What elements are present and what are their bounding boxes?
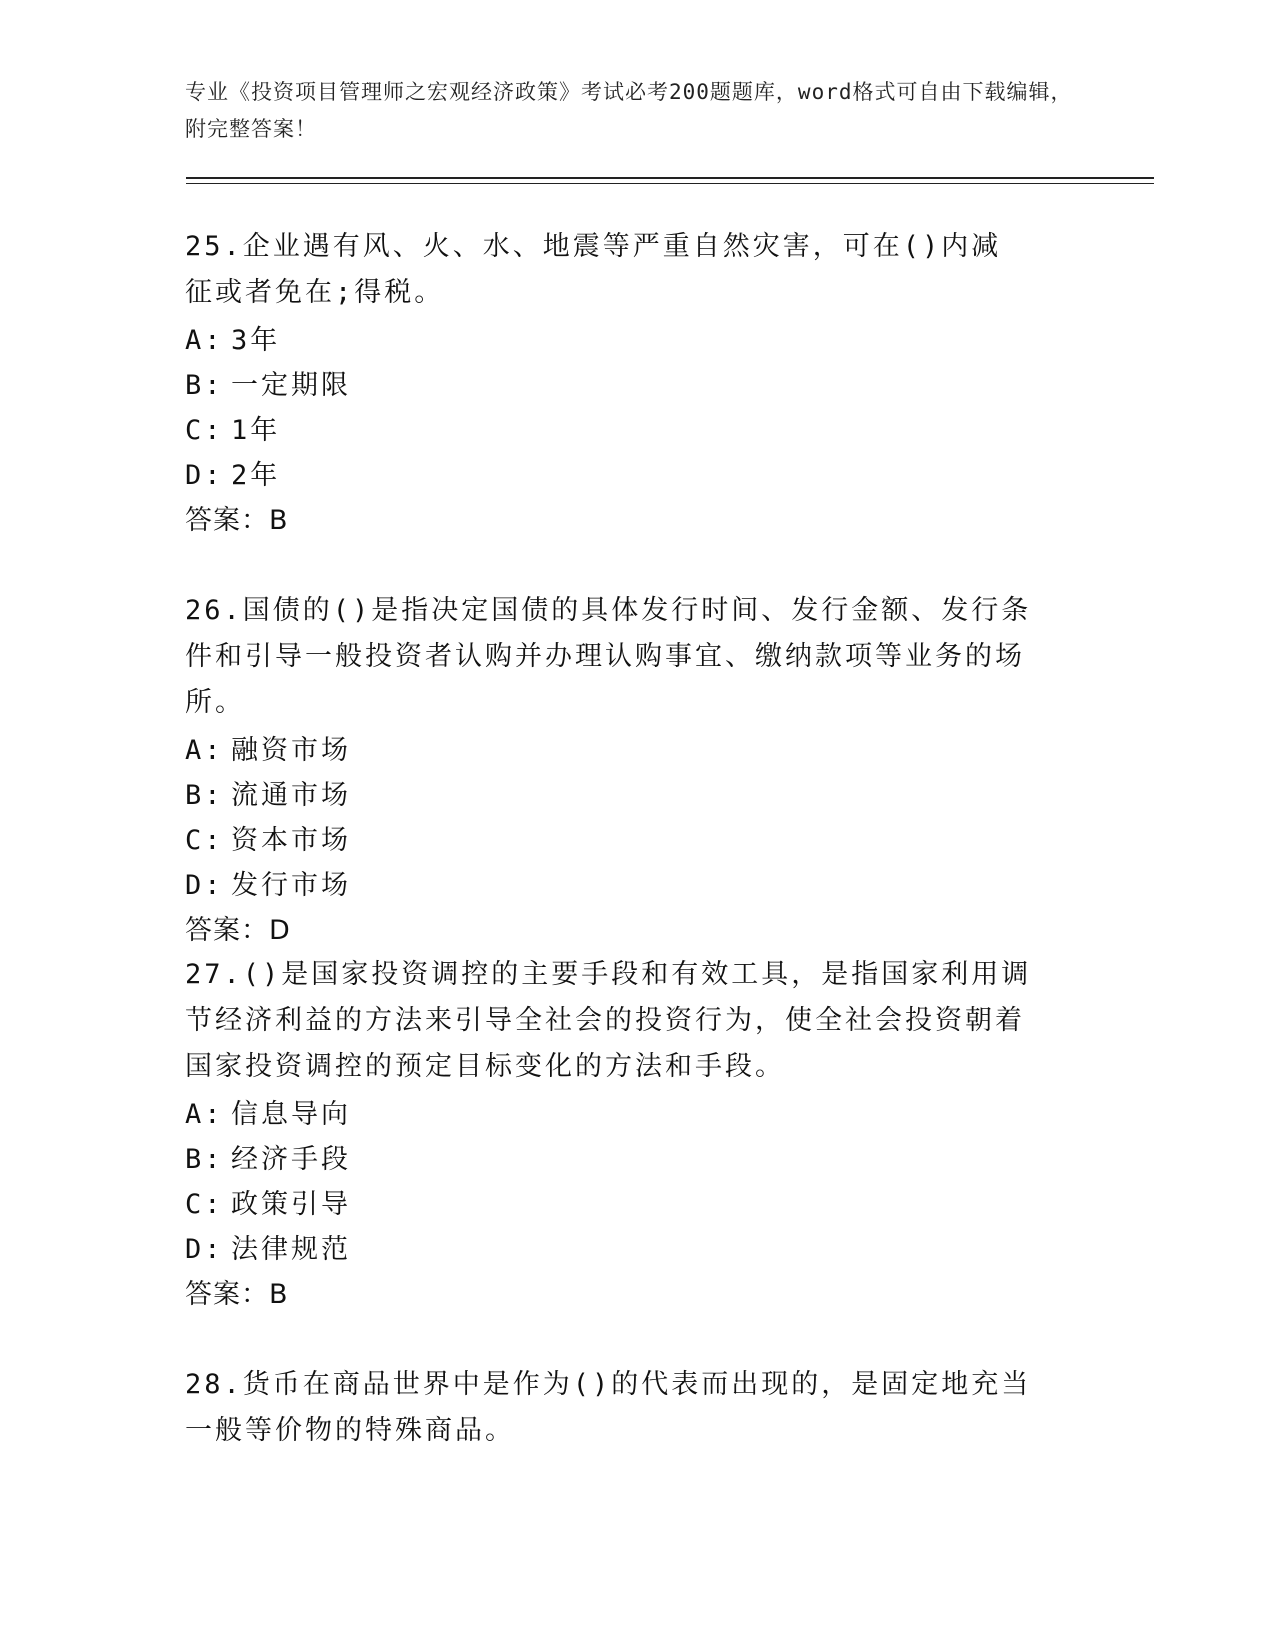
- option-text: 融资市场: [231, 735, 351, 766]
- option-d: [185, 863, 1085, 908]
- answer-label: 答案：: [185, 505, 269, 536]
- question-stem: [185, 588, 1045, 726]
- option-letter: D:: [185, 1234, 224, 1265]
- option-text: 2年: [231, 460, 281, 491]
- option-a: [185, 1092, 1085, 1137]
- question-25: [185, 224, 1085, 543]
- option-c: [185, 408, 1085, 453]
- question-number: 28.: [185, 1369, 243, 1400]
- option-letter: A:: [185, 325, 224, 356]
- option-text: 1年: [231, 415, 281, 446]
- option-letter: C:: [185, 825, 224, 856]
- answer-line: [185, 1272, 1085, 1317]
- answer-value: B: [269, 1279, 289, 1310]
- question-number: 25.: [185, 231, 243, 262]
- option-b: [185, 1137, 1085, 1182]
- answer-label: 答案：: [185, 915, 269, 946]
- option-a: [185, 318, 1085, 363]
- question-text: ()是国家投资调控的主要手段和有效工具，是指国家利用调节经济利益的方法来引导全社会的投资行为，使全社会投资朝着国家投资调控的预定目标变化的方法和手段。: [185, 959, 1032, 1082]
- option-b: [185, 363, 1085, 408]
- question-stem: [185, 1362, 1045, 1454]
- option-letter: A:: [185, 735, 224, 766]
- header-title: 专业《投资项目管理师之宏观经济政策》考试必考200题题库，word格式可自由下载编辑，附完整答案！: [185, 80, 1073, 141]
- option-a: [185, 728, 1085, 773]
- question-stem: [185, 952, 1045, 1090]
- header-divider-thin: [186, 183, 1154, 184]
- answer-label: 答案：: [185, 1279, 269, 1310]
- question-text: 国债的()是指决定国债的具体发行时间、发行金额、发行条件和引导一般投资者认购并办理认购事宜、缴纳款项等业务的场所。: [185, 595, 1032, 718]
- answer-value: B: [269, 505, 289, 536]
- option-text: 一定期限: [231, 370, 351, 401]
- option-text: 资本市场: [231, 825, 351, 856]
- option-letter: B:: [185, 1144, 224, 1175]
- option-letter: C:: [185, 1189, 224, 1220]
- option-letter: A:: [185, 1099, 224, 1130]
- option-b: [185, 773, 1085, 818]
- header-divider-thick: [186, 177, 1154, 179]
- question-stem: [185, 224, 1030, 316]
- question-27: [185, 952, 1085, 1317]
- option-letter: B:: [185, 370, 224, 401]
- question-28: [185, 1362, 1085, 1456]
- option-text: 发行市场: [231, 870, 351, 901]
- option-c: [185, 1182, 1085, 1227]
- option-letter: C:: [185, 415, 224, 446]
- option-text: 经济手段: [231, 1144, 351, 1175]
- option-d: [185, 1227, 1085, 1272]
- question-text: 企业遇有风、火、水、地震等严重自然灾害，可在()内减征或者免在;得税。: [185, 231, 1002, 308]
- option-d: [185, 453, 1085, 498]
- answer-line: [185, 498, 1085, 543]
- question-text: 货币在商品世界中是作为()的代表而出现的，是固定地充当一般等价物的特殊商品。: [185, 1369, 1032, 1446]
- answer-line: [185, 908, 1085, 953]
- option-letter: D:: [185, 460, 224, 491]
- question-26: [185, 588, 1085, 953]
- option-text: 政策引导: [231, 1189, 351, 1220]
- option-letter: B:: [185, 780, 224, 811]
- option-text: 流通市场: [231, 780, 351, 811]
- option-letter: D:: [185, 870, 224, 901]
- option-text: 信息导向: [231, 1099, 351, 1130]
- question-number: 26.: [185, 595, 243, 626]
- answer-value: D: [269, 915, 291, 946]
- option-text: 法律规范: [231, 1234, 351, 1265]
- option-text: 3年: [231, 325, 281, 356]
- question-number: 27.: [185, 959, 243, 990]
- option-c: [185, 818, 1085, 863]
- document-header: [185, 74, 1085, 148]
